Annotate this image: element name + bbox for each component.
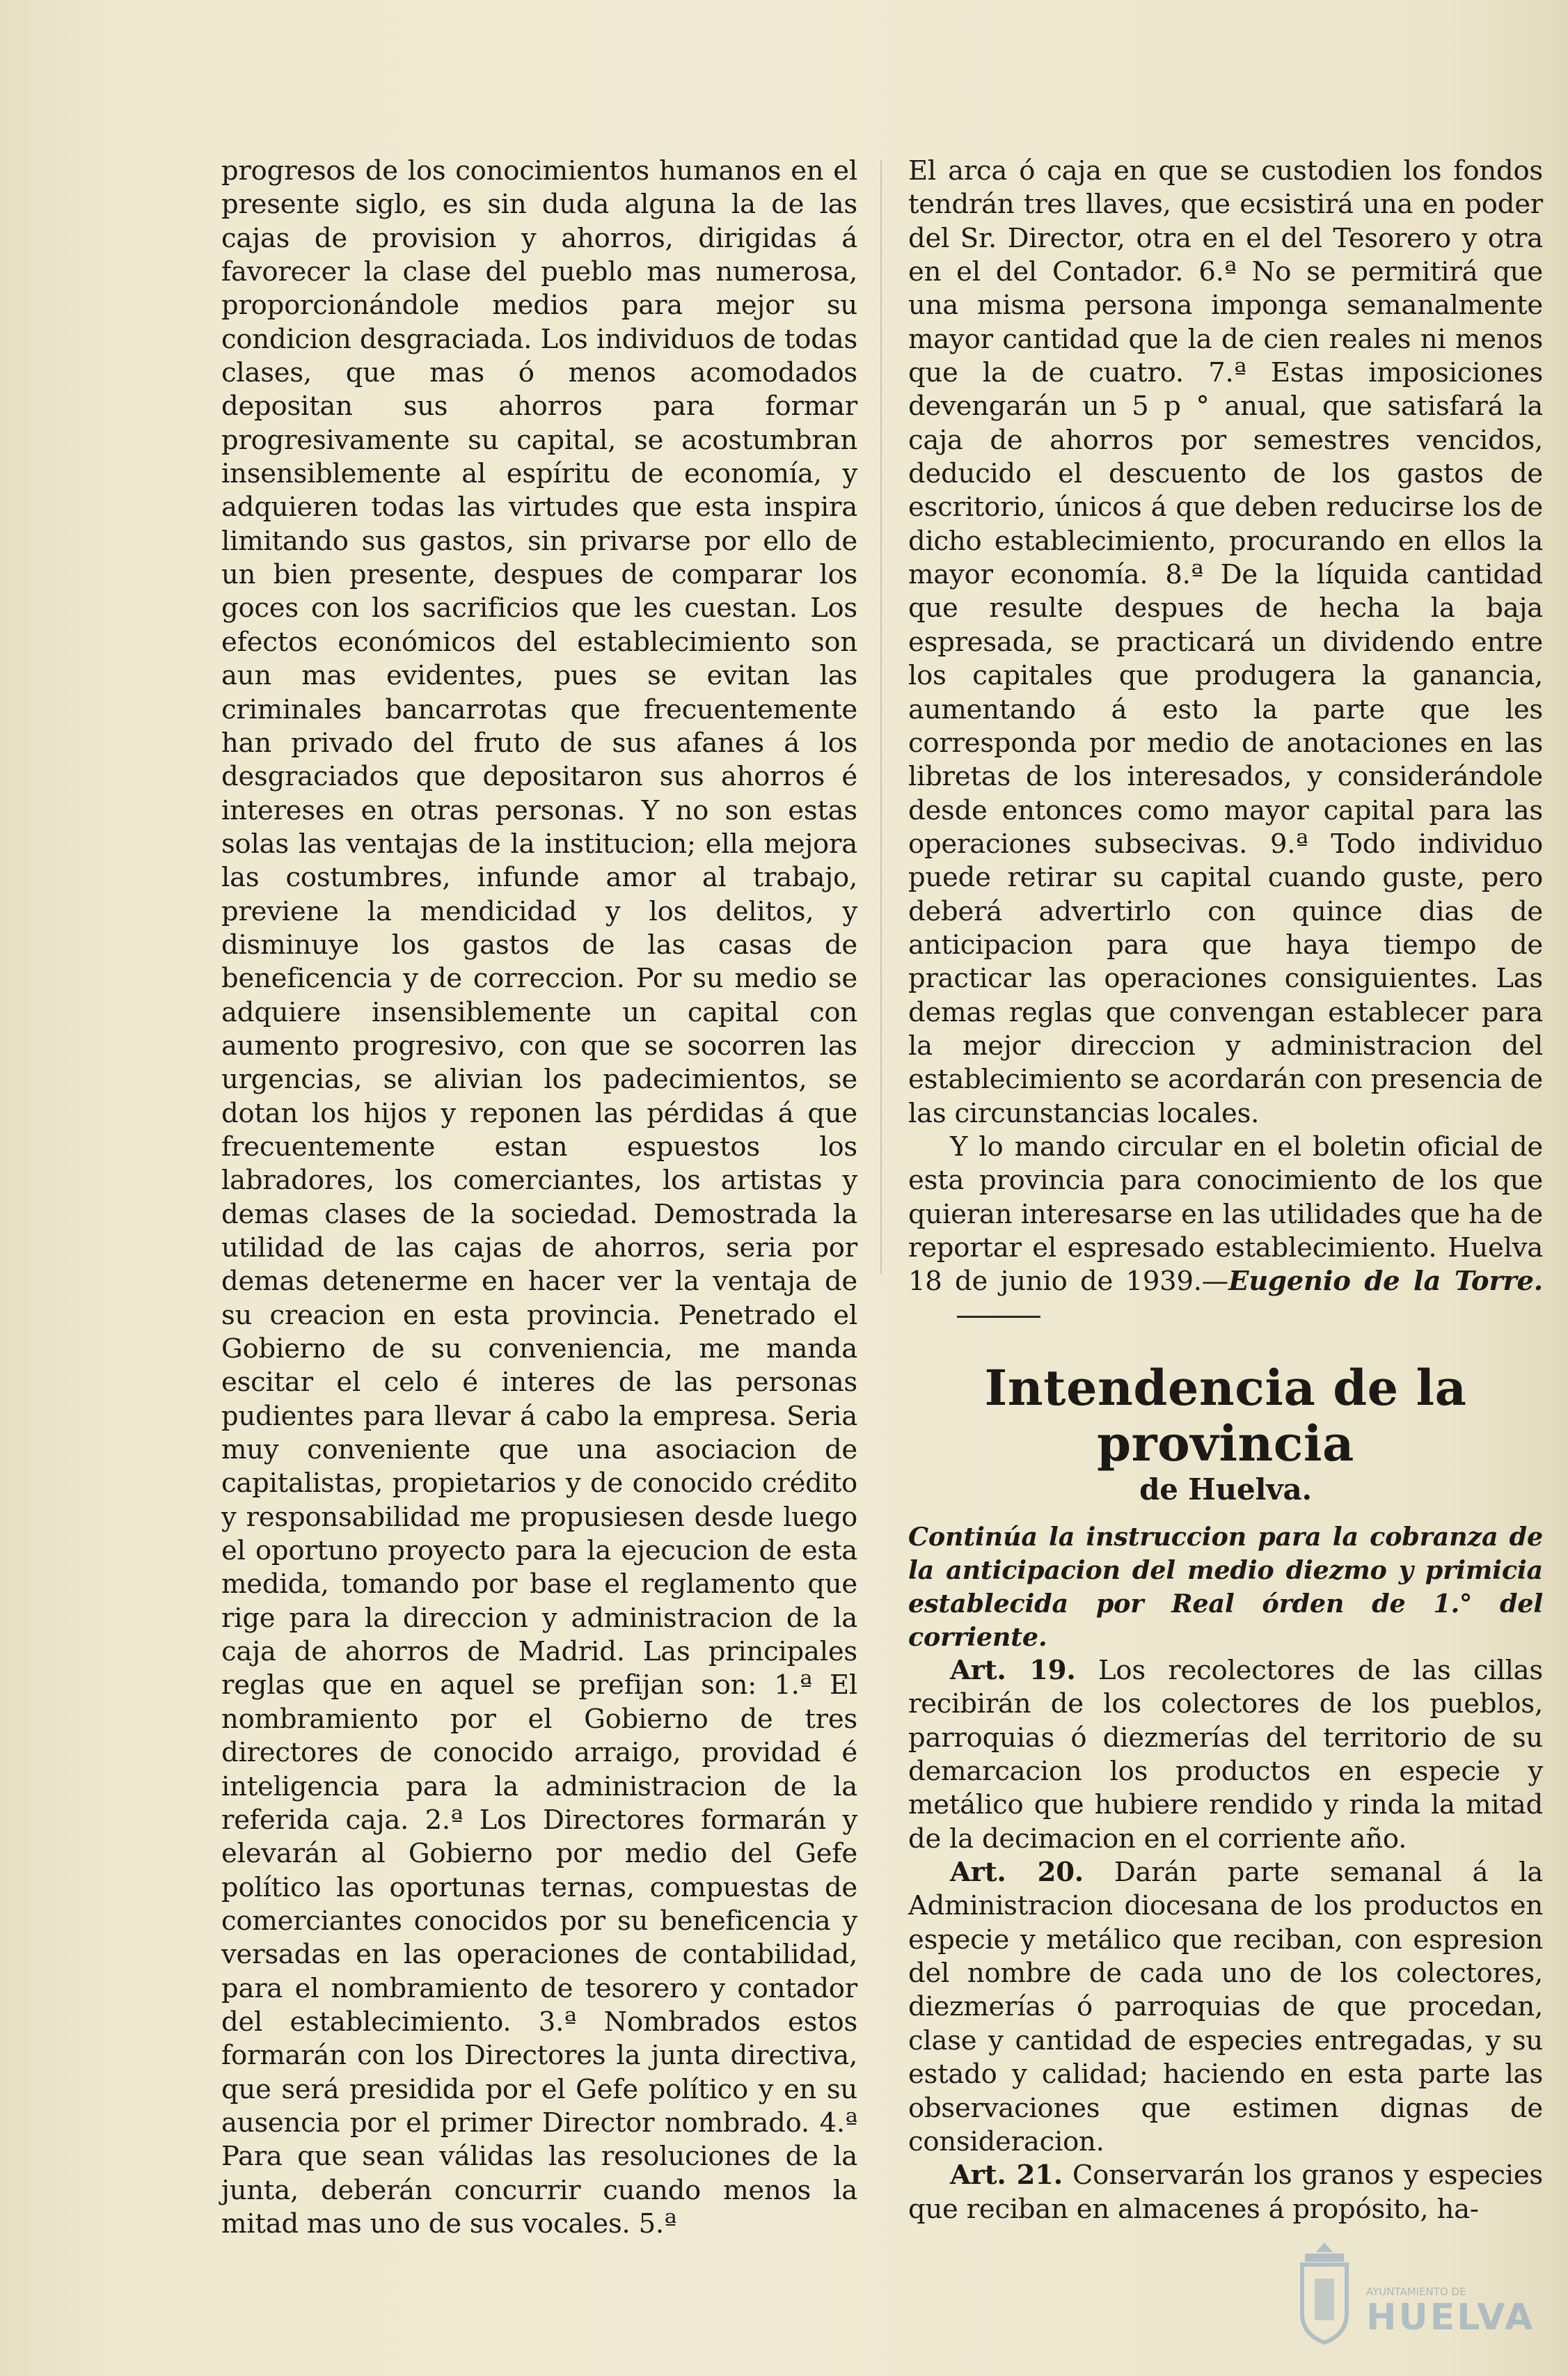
article-19 [908, 1654, 1543, 1856]
article-21 [908, 2159, 1543, 2226]
article-text: Los recolectores de las cillas recibirán de los colectores de los pueblos, parroquias ó diezmerías del territorio de su demarcacion los productos en especie y metálico que hubiere rendido y rinda la mitad de la decimacion en el corriente año. [908, 1655, 1543, 1855]
left-column-text: progresos de los conocimientos humanos en el presente siglo, es sin duda alguna la de las cajas de provision y ahorros, dirigidas á favorecer la clase del pueblo mas numerosa, proporcionándole medios para mejor su condicion desgraciada. Los individuos de todas clases, que mas ó menos acomodados depositan sus ahorros para formar progresivamente su capital, se acostumbran insensiblemente al espíritu de economía, y adquieren todas las virtudes que esta inspira limitando sus gastos, sin privarse por ello de un bien presente, despues de comparar los goces con los sacrificios que les cuestan. Los efectos económicos del establecimiento son aun mas evidentes, pues se evitan las criminales bancarrotas que frecuentemente han privado del fruto de sus afanes á los desgraciados que depositaron sus ahorros é intereses en otras personas. Y no son estas solas las ventajas de la institucion; ella mejora las costumbres, infunde amor al trabajo, previene la mendicidad y los delitos, y disminuye los gastos de las casas de beneficencia y de correccion. Por su medio se adquiere insensiblemente un capital con aumento progresivo, con que se socorren las urgencias, se alivian los padecimientos, se dotan los hijos y reponen las pérdidas á que frecuentemente estan espuestos los labradores, los comerciantes, los artistas y demas clases de la sociedad. Demostrada la utilidad de las cajas de ahorros, seria por demas detenerme en hacer ver la ventaja de su creacion en esta provincia. Penetrado el Gobierno de su conveniencia, me manda escitar el celo é interes de las personas pudientes para llevar á cabo la empresa. Seria muy conveniente que una asociacion de capitalistas, propietarios y de conocido crédito y responsabilidad me propusiesen desde luego el oportuno proyecto para la ejecucion de esta medida, tomando por base el reglamento que rige para la direccion y administracion de la caja de ahorros de Madrid. Las principales reglas que en aquel se prefijan son: 1.ª El nombramiento por el Gobierno de tres directores de conocido arraigo, providad é inteligencia para la administracion de la referida caja. 2.ª Los Directores formarán y elevarán al Gobierno por medio del Gefe político las oportunas ternas, compuestas de comerciantes conocidos por su beneficencia y versadas en las operaciones de contabilidad, para el nombramiento de tesorero y contador del establecimiento. 3.ª Nombrados estos formarán con los Directores la junta directiva, que será presidida por el Gefe político y en su ausencia por el primer Director nombrado. 4.ª Para que sean válidas las resoluciones de la junta, deberán concurrir cuando menos la mitad mas uno de sus vocales. 5.ª [221, 155, 857, 2240]
article-text: Conservarán los granos y especies que reciban en almacenes á propósito, ha- [908, 2159, 1543, 2225]
instruction-note: Continúa la instruccion para la cobranza de la anticipacion del medio diezmo y primicia establecida por Real órden de 1.° del corriente. [908, 1522, 1543, 1653]
signature: Eugenio de la Torre. [1228, 1266, 1543, 1298]
watermark-big-text: HUELVA [1366, 2297, 1535, 2338]
archive-watermark [1290, 2237, 1540, 2355]
article-text: Darán parte semanal á la Administracion diocesana de los productos en especie y metálico que reciban, con espresion del nombre de cada uno de los colectores, diezmerías ó parroquias de que procedan, clase y cantidad de especies entregadas, y su estado y calidad; haciendo en esta parte las observaciones que estimen dignas de consideracion. [908, 1857, 1543, 2157]
section-heading: Intendencia de la provincia [984, 1359, 1467, 1473]
left-column [221, 155, 857, 2241]
watermark-small-text: AYUNTAMIENTO DE [1366, 2285, 1466, 2298]
article-number: Art. 21. [950, 2159, 1063, 2192]
rules-paragraph: El arca ó caja en que se custodien los fondos tendrán tres llaves, que ecsistirá una en poder del Sr. Director, otra en el del Tesorero y otra en el del Contador. 6.ª No se permitirá que una misma persona imponga semanalmente mayor cantidad que la de cien reales ni menos que la de cuatro. 7.ª Estas imposiciones devengarán un 5 p ° anual, que satisfará la caja de ahorros por semestres vencidos, deducido el descuento de los gastos de escritorio, únicos á que deben reducirse los de dicho establecimiento, procurando en ellos la mayor economía. 8.ª De la líquida cantidad que resulte despues de hecha la baja espresada, se practicará un dividendo entre los capitales que produgera la ganancia, aumentando á esto la parte que les corresponda por medio de anotaciones en las libretas de los interesados, y considerándole desde entonces como mayor capital para las operaciones subsecivas. 9.ª Todo individuo puede retirar su capital cuando guste, pero deberá advertirlo con quince dias de anticipacion para que haya tiempo de practicar las operaciones consiguientes. Las demas reglas que convengan establecer para la mejor direccion y administracion del establecimiento se acordarán con presencia de las circunstancias locales. [908, 155, 1543, 1129]
article-20 [908, 1856, 1543, 2159]
column-divider [880, 160, 882, 1274]
article-number: Art. 20. [950, 1857, 1084, 1889]
article-number: Art. 19. [950, 1655, 1076, 1687]
section-subheading: de Huelva. [1139, 1472, 1312, 1507]
crest-icon [1290, 2237, 1359, 2348]
closing-paragraph [908, 1131, 1543, 1332]
closing-text: Y lo mando circular en el boletin oficial de esta provincia para conocimiento de los que quieran interesarse en las utilidades que ha de reportar el espresado establecimiento. Huelva 18 de junio de 1939.— [908, 1131, 1543, 1298]
separator-rule [957, 1316, 1040, 1318]
right-column [908, 155, 1543, 2226]
